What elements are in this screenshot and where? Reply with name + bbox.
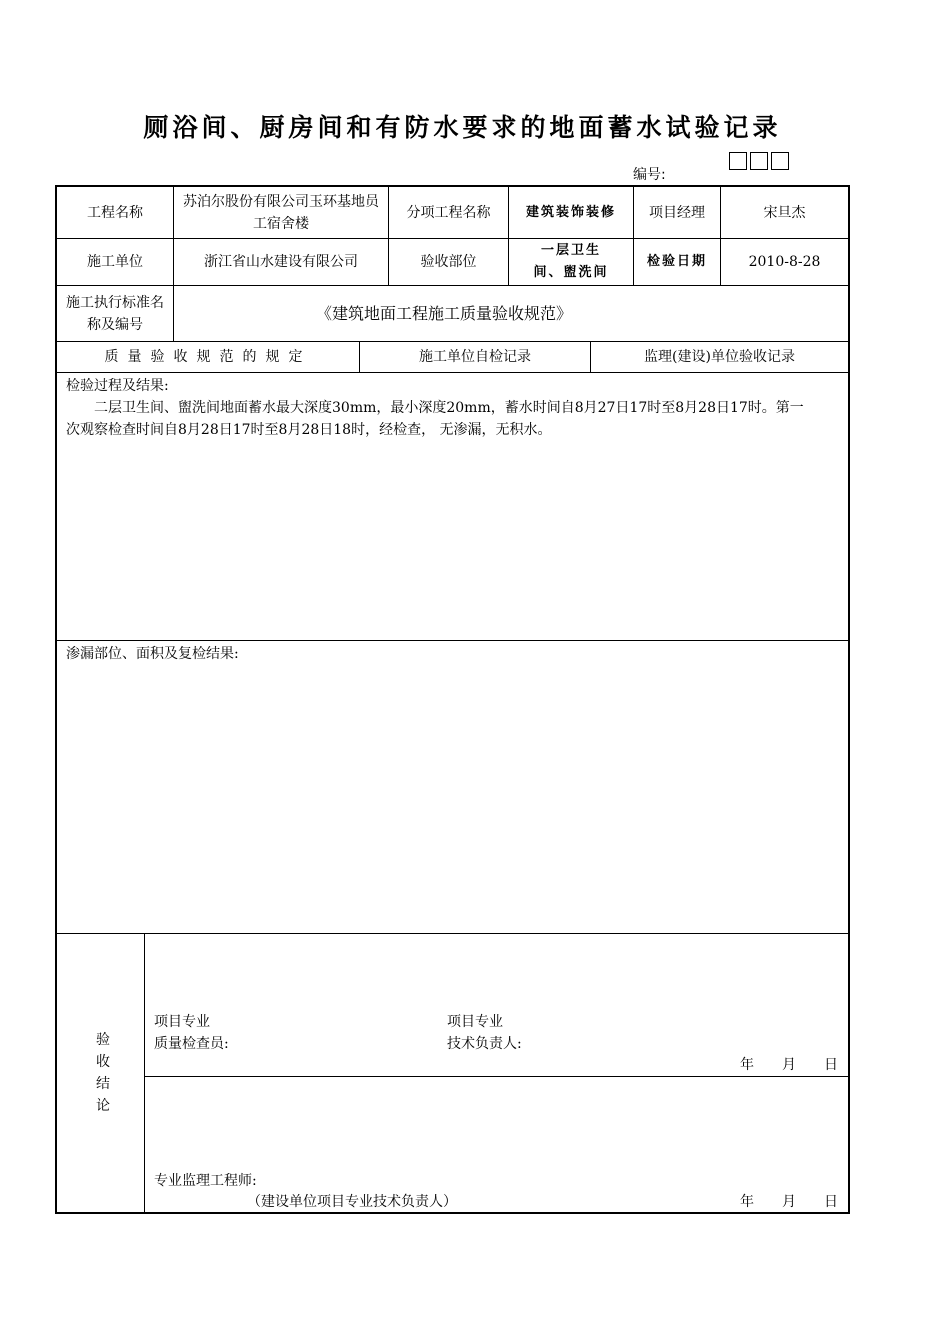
row-divider — [57, 640, 848, 641]
row-divider — [144, 1076, 848, 1077]
contractor-value: 浙江省山水建设有限公司 — [204, 254, 358, 270]
column-self-check: 施工单位自检记录 — [419, 349, 531, 365]
qc-line1: 项目专业 — [154, 1014, 210, 1030]
sub-project-label: 分项工程名称 — [406, 204, 491, 221]
column-supervision: 监理(建设)单位验收记录 — [644, 349, 795, 365]
qc-line2: 质量检查员: — [154, 1036, 229, 1052]
inspect-date-value: 2010-8-28 — [748, 254, 821, 270]
inspect-date-label: 检验日期 — [646, 254, 707, 269]
column-spec: 质量验收规范的规定 — [104, 349, 312, 365]
process-text: 二层卫生间、盥洗间地面蓄水最大深度30mm，最小深度20mm，蓄水时间自8月27日17时至8月28日17时。第一次观察检查时间自8月28日17时至8月28日18时，经检查， 无渗漏，无积水。 — [66, 400, 804, 438]
manager-label: 项目经理 — [649, 204, 705, 221]
location-label: 验收部位 — [420, 254, 477, 270]
tech-line2: 技术负责人: — [447, 1036, 522, 1052]
code-box — [750, 152, 768, 170]
row-divider — [57, 372, 848, 373]
process-label: 检验过程及结果: — [66, 378, 169, 394]
contractor-label: 施工单位 — [87, 254, 143, 270]
row-divider — [57, 933, 848, 934]
date-1: 年 月 日 — [740, 1057, 838, 1073]
project-name-label: 工程名称 — [87, 204, 143, 221]
conclusion-side-label: 验收结论 — [96, 1032, 110, 1114]
date-2: 年 月 日 — [740, 1194, 838, 1210]
tech-line1: 项目专业 — [447, 1014, 503, 1030]
standard-value: 《建筑地面工程施工质量验收规范》 — [315, 303, 572, 323]
supervisor-line2: （建设单位项目专业技术负责人） — [247, 1194, 457, 1210]
leak-label: 渗漏部位、面积及复检结果: — [66, 646, 239, 662]
code-label: 编号: — [633, 167, 666, 183]
project-name-value: 苏泊尔股份有限公司玉环基地员工宿舍楼 — [183, 193, 379, 232]
manager-value: 宋旦杰 — [763, 204, 806, 221]
record-form — [55, 185, 850, 1214]
code-box — [771, 152, 789, 170]
location-value: 一层卫生间、盥洗间 — [533, 243, 609, 280]
sub-project-value: 建筑装饰装修 — [525, 204, 616, 220]
col-divider — [144, 933, 145, 1214]
code-boxes — [729, 152, 789, 170]
code-box — [729, 152, 747, 170]
page-title: 厕浴间、厨房间和有防水要求的地面蓄水试验记录 — [143, 113, 782, 142]
standard-label: 施工执行标准名称及编号 — [66, 294, 164, 333]
supervisor-line1: 专业监理工程师: — [154, 1173, 257, 1189]
